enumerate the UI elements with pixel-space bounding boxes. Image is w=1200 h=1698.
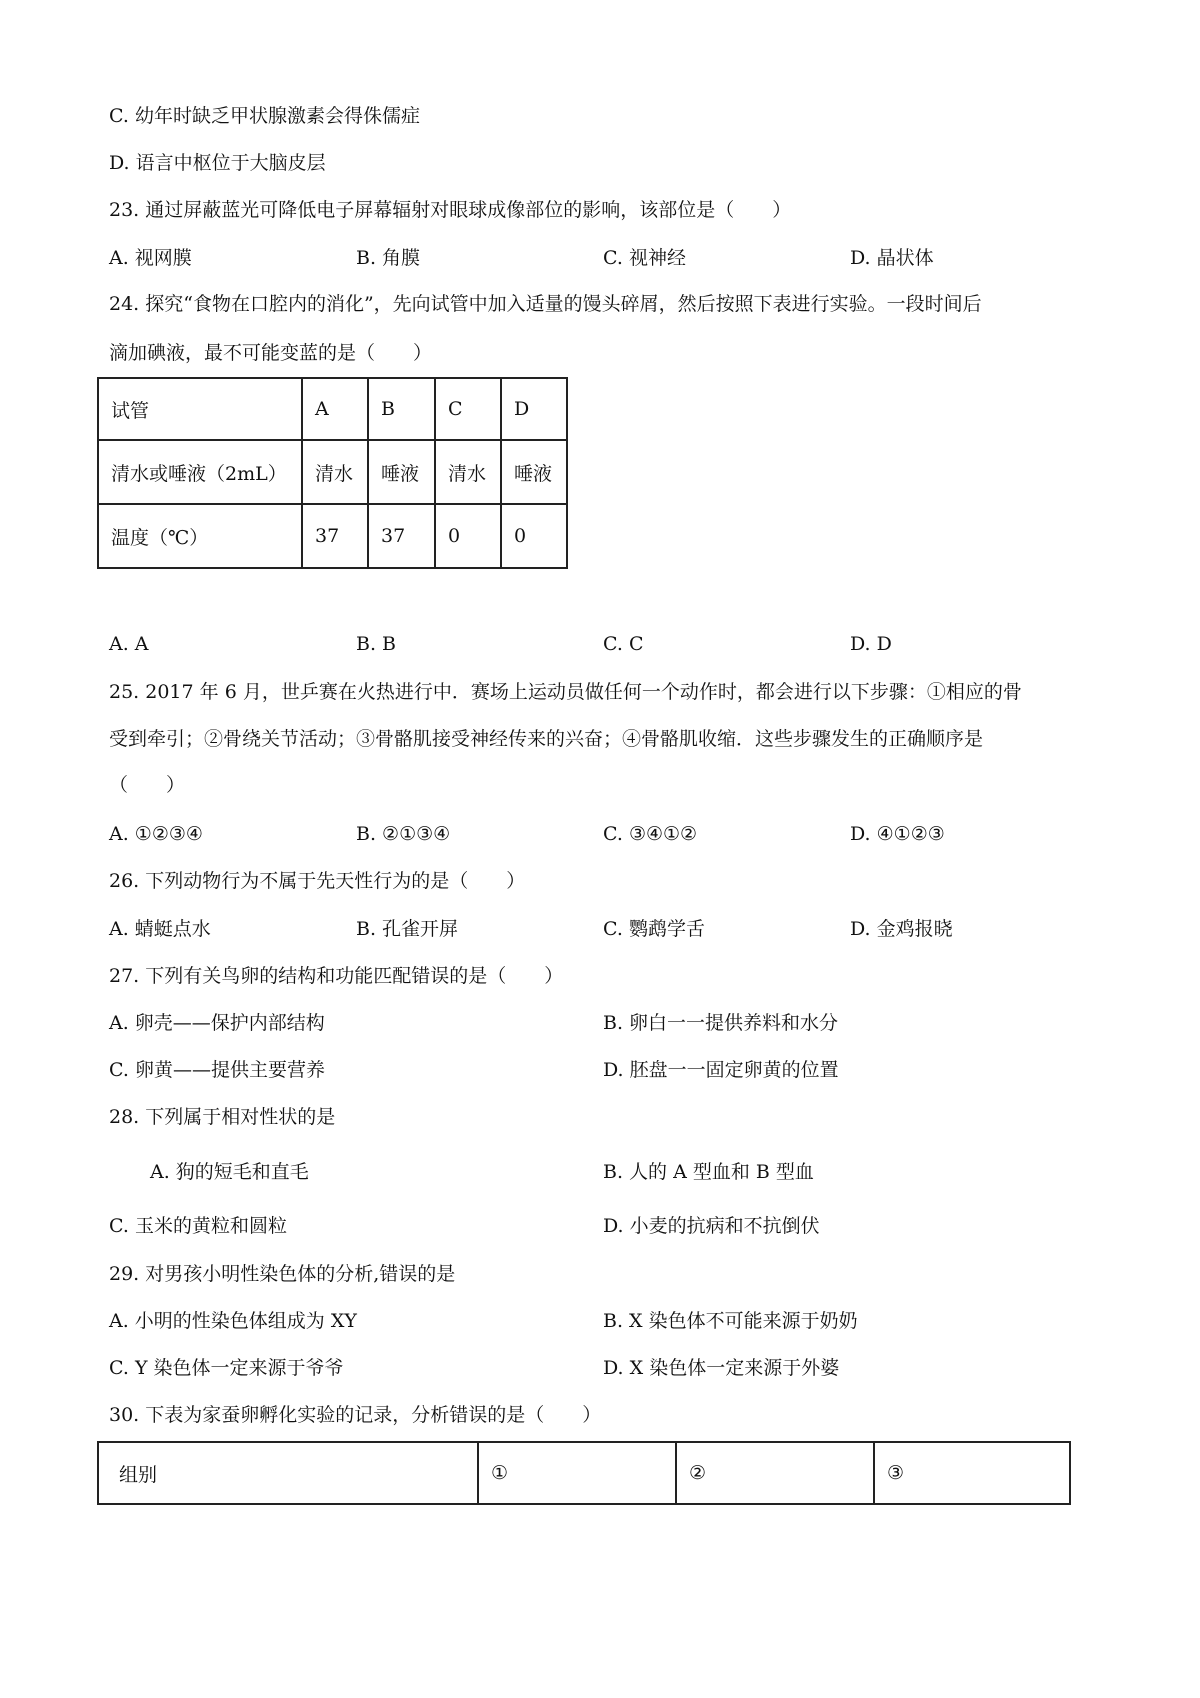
- q30-cell: ③: [874, 1442, 1070, 1504]
- q25-option-d: D. ④①②③: [850, 823, 945, 845]
- q24-cell: 0: [435, 504, 501, 568]
- q24-stem-line1: 24. 探究“食物在口腔内的消化”，先向试管中加入适量的馒头碎屑，然后按照下表进行实验。一段时间后: [109, 293, 982, 315]
- q24-table-row: [98, 378, 567, 440]
- q24-cell: 唾液: [368, 440, 435, 504]
- q28-option-d: D. 小麦的抗病和不抗倒伏: [603, 1215, 820, 1237]
- q30-cell: ②: [676, 1442, 874, 1504]
- q26-option-b: B. 孔雀开屏: [356, 918, 459, 940]
- q26-option-a: A. 蜻蜓点水: [109, 918, 211, 940]
- q24-cell: B: [368, 378, 435, 440]
- q24-cell: 试管: [98, 378, 302, 440]
- q23-stem: 23. 通过屏蔽蓝光可降低电子屏幕辐射对眼球成像部位的影响，该部位是（ ）: [109, 199, 792, 221]
- q25-option-b: B. ②①③④: [356, 823, 451, 845]
- q29-stem: 29. 对男孩小明性染色体的分析,错误的是: [109, 1263, 456, 1285]
- q24-cell: 清水: [302, 440, 368, 504]
- q29-option-a: A. 小明的性染色体组成为 XY: [109, 1310, 357, 1332]
- q25-option-c: C. ③④①②: [603, 823, 698, 845]
- q28-option-b: B. 人的 A 型血和 B 型血: [603, 1161, 814, 1183]
- q24-cell: 清水或唾液（2mL）: [98, 440, 302, 504]
- q28-stem: 28. 下列属于相对性状的是: [109, 1106, 336, 1128]
- q24-cell: 唾液: [501, 440, 567, 504]
- q24-cell: C: [435, 378, 501, 440]
- q24-option-b: B. B: [356, 633, 397, 655]
- q27-option-b: B. 卵白一一提供养料和水分: [603, 1012, 839, 1034]
- q25-stem-line3: （ ）: [109, 774, 186, 796]
- q24-option-d: D. D: [850, 633, 892, 655]
- q26-option-d: D. 金鸡报晓: [850, 918, 953, 940]
- q30-table: [97, 1441, 1071, 1505]
- q25-stem-line2: 受到牵引；②骨绕关节活动；③骨骼肌接受神经传来的兴奋；④骨骼肌收缩．这些步骤发生的正确顺序是: [109, 728, 984, 750]
- q24-table: [97, 377, 568, 569]
- q23-option-d: D. 晶状体: [850, 247, 934, 269]
- q27-option-d: D. 胚盘一一固定卵黄的位置: [603, 1059, 839, 1081]
- q26-option-c: C. 鹦鹉学舌: [603, 918, 705, 940]
- q22-option-d: D. 语言中枢位于大脑皮层: [109, 152, 326, 174]
- q29-option-b: B. X 染色体不可能来源于奶奶: [603, 1310, 858, 1332]
- q27-option-a: A. 卵壳——保护内部结构: [109, 1012, 325, 1034]
- q24-cell: 温度（℃）: [98, 504, 302, 568]
- q25-option-a: A. ①②③④: [109, 823, 203, 845]
- q27-stem: 27. 下列有关鸟卵的结构和功能匹配错误的是（ ）: [109, 965, 564, 987]
- q25-stem-line1: 25. 2017 年 6 月，世乒赛在火热进行中．赛场上运动员做任何一个动作时，都会进行以下步骤：①相应的骨: [109, 681, 1022, 703]
- q29-option-d: D. X 染色体一定来源于外婆: [603, 1357, 840, 1379]
- q24-cell: 清水: [435, 440, 501, 504]
- q24-stem-line2: 滴加碘液，最不可能变蓝的是（ ）: [109, 342, 433, 364]
- q29-option-c: C. Y 染色体一定来源于爷爷: [109, 1357, 344, 1379]
- q23-option-b: B. 角膜: [356, 247, 421, 269]
- q22-option-c: C. 幼年时缺乏甲状腺激素会得侏儒症: [109, 105, 420, 127]
- q30-cell: 组别: [98, 1442, 478, 1504]
- q24-cell: 37: [368, 504, 435, 568]
- q24-table-row: [98, 440, 567, 504]
- q24-option-a: A. A: [109, 633, 149, 655]
- q24-cell: D: [501, 378, 567, 440]
- q28-option-c: C. 玉米的黄粒和圆粒: [109, 1215, 287, 1237]
- q24-cell: 37: [302, 504, 368, 568]
- q23-option-a: A. 视网膜: [109, 247, 192, 269]
- q27-option-c: C. 卵黄——提供主要营养: [109, 1059, 325, 1081]
- q28-option-a: A. 狗的短毛和直毛: [150, 1161, 309, 1183]
- q24-cell: 0: [501, 504, 567, 568]
- q24-cell: A: [302, 378, 368, 440]
- q30-table-row: [98, 1442, 1070, 1504]
- q30-stem: 30. 下表为家蚕卵孵化实验的记录，分析错误的是（ ）: [109, 1404, 602, 1426]
- q24-option-c: C. C: [603, 633, 644, 655]
- q24-table-row: [98, 504, 567, 568]
- q23-option-c: C. 视神经: [603, 247, 686, 269]
- q26-stem: 26. 下列动物行为不属于先天性行为的是（ ）: [109, 870, 526, 892]
- q30-cell: ①: [478, 1442, 676, 1504]
